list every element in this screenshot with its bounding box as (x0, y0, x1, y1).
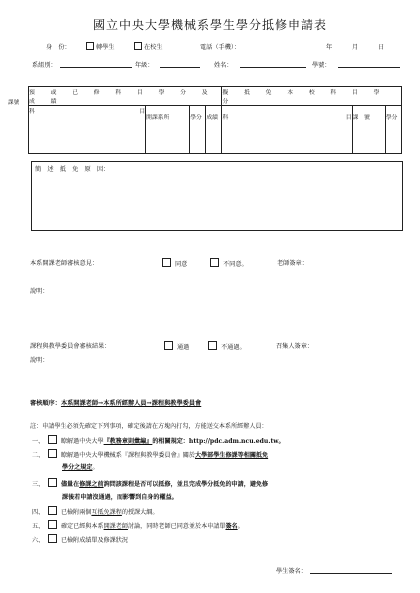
right-header: 擬 抵 免 本 校 科 目 學 分 (222, 87, 402, 106)
note5-checkbox[interactable] (48, 520, 57, 529)
convener-signature-label: 召集人簽章： (276, 343, 314, 350)
student-id-label: 學號： (312, 62, 331, 69)
advisor-disagree[interactable]: 不同意。 (210, 258, 248, 268)
note4-checkbox[interactable] (48, 506, 57, 515)
reason-label: 簡 述 抵 免 原 因： (35, 166, 110, 173)
col-subject2[interactable]: 科 目 (222, 106, 352, 154)
dept-field[interactable] (60, 67, 132, 68)
note-item-1: 一、 瞭解過中央大學『教務章則彙編』的相關規定：http://pdc.adm.ncu.edu.tw。 (32, 435, 285, 445)
name-field[interactable] (240, 67, 306, 68)
name-label: 姓名： (214, 62, 233, 69)
advisor-comment-label: 說明： (30, 288, 49, 295)
transfer-checkbox[interactable] (86, 42, 94, 50)
note-item-3: 三、 儘量在修課之前詢問該課程是否可以抵修，並且完成學分抵免的申請，避免修 (32, 478, 268, 488)
disagree-checkbox[interactable] (210, 258, 219, 267)
option-enrolled[interactable]: 在校生 (134, 42, 163, 51)
note-item-3-cont: 課後若申請沒通過，而影響到自身的權益。 (62, 494, 178, 501)
course-table (28, 86, 402, 154)
date-month: 月 (352, 44, 359, 51)
note2-checkbox[interactable] (48, 449, 57, 458)
advisor-label: 本系開課老師審核意見： (30, 260, 99, 267)
committee-pass[interactable]: 通過 (164, 341, 189, 351)
note-item-2-cont: 學分之規定。 (62, 464, 99, 471)
col-score[interactable]: 成績 (206, 106, 222, 154)
col-subject[interactable]: 科 目 (29, 106, 146, 154)
student-signature-label: 學生簽名： (276, 568, 307, 575)
course-no-side-label: 課號 (8, 100, 20, 106)
col-credit[interactable]: 學分 (190, 106, 206, 154)
student-id-field[interactable] (338, 67, 400, 68)
note-item-2: 二、 瞭解過中央大學機械系『課程與教學委員會』關於大學部學生修課等相關抵免 (32, 449, 268, 459)
advisor-signature-label: 老師簽章： (277, 260, 308, 267)
student-signature-field[interactable] (310, 573, 392, 574)
note-item-6: 六、 已檢附成績單及修課狀況 (32, 534, 128, 544)
identity-label: 身 份： (46, 44, 71, 51)
phone-label: 電話（手機）： (200, 44, 241, 51)
col-credit2[interactable]: 學分 (385, 106, 401, 154)
col-course-no[interactable]: 課 號 (352, 106, 385, 154)
review-order: 審核順序：本系開課老師→本系所經辦人員→課程與教學委員會 (30, 400, 202, 407)
grade-label: 年級： (135, 62, 154, 69)
note1-checkbox[interactable] (48, 435, 57, 444)
date-year: 年 (326, 44, 333, 51)
agree-checkbox[interactable] (162, 258, 171, 267)
advisor-agree[interactable]: 同意 (162, 258, 187, 268)
reason-box[interactable] (31, 161, 403, 231)
note-item-5: 五、 確定已經與本系開課老師討論，同時老師已同意並於本申請單簽名。 (32, 520, 244, 530)
pass-checkbox[interactable] (164, 341, 173, 350)
committee-label: 課程與教學委員會審核結果： (30, 343, 111, 350)
note6-checkbox[interactable] (48, 534, 57, 543)
col-dept[interactable]: 開課系所 (146, 106, 190, 154)
note-item-4: 四、 已檢附兩個互抵免課程的授課大綱。 (32, 506, 158, 516)
committee-comment-label: 說明： (30, 357, 49, 364)
fail-checkbox[interactable] (208, 341, 217, 350)
grade-field[interactable] (160, 67, 200, 68)
notes-intro: 註：申請學生必須先確定下列事項，確定後請在方塊內打勾，方能送交本系所經辦人員： (30, 423, 268, 430)
date-day: 日 (378, 44, 385, 51)
committee-fail[interactable]: 不通過。 (208, 341, 246, 351)
dept-label: 系組別： (32, 62, 57, 69)
enrolled-checkbox[interactable] (134, 42, 142, 50)
option-transfer[interactable]: 轉學生 (86, 42, 115, 51)
left-header: 預 或 已 修 科 目 學 分 及 成 績 (29, 87, 222, 106)
note3-checkbox[interactable] (48, 478, 57, 487)
page-title: 國立中央大學機械系學生學分抵修申請表 (92, 18, 327, 32)
